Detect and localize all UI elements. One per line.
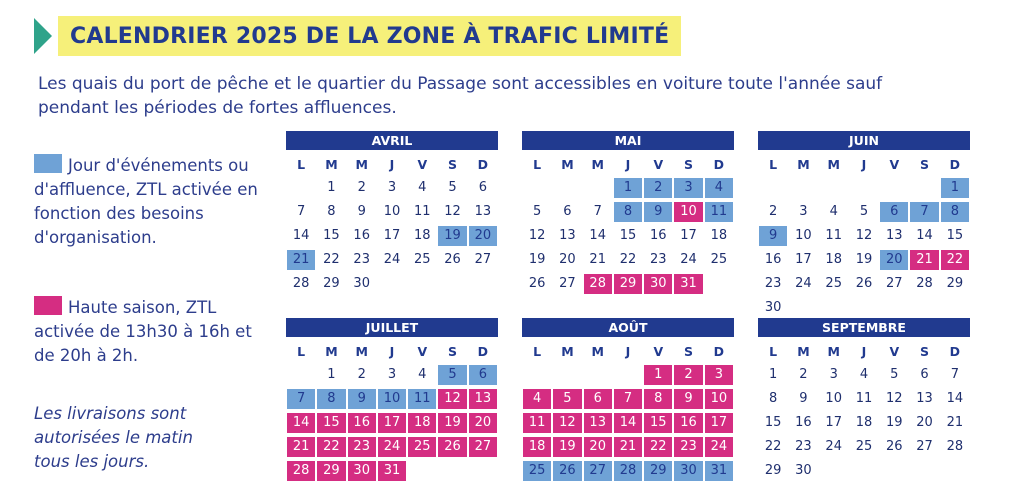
day-cell: 22 [317,437,345,457]
day-cell: 25 [408,437,436,457]
month-grid [522,154,734,296]
day-cell: 1 [941,178,969,198]
day-cell: 24 [383,252,401,267]
weekday-label: M [325,157,338,172]
weekday-label: M [797,157,810,172]
day-cell: 24 [680,252,697,267]
day-cell: 23 [674,437,702,457]
weekday-label: M [561,344,574,359]
empty-day [553,178,581,198]
day-cell: 27 [469,437,497,457]
day-cell: 23 [650,252,667,267]
day-cell: 29 [946,276,964,291]
day-cell: 13 [474,204,492,219]
day-cell: 21 [287,250,315,270]
day-cell: 21 [614,437,642,457]
day-cell: 16 [353,228,370,243]
day-cell: 26 [553,461,581,481]
day-cell: 28 [916,276,933,291]
empty-day [523,365,551,385]
day-cell: 10 [795,228,812,243]
day-cell: 7 [593,204,602,219]
day-cell: 29 [764,463,782,478]
day-cell: 13 [916,391,933,406]
day-cell: 21 [287,437,315,457]
weekday-label: V [889,344,900,359]
day-cell: 5 [890,367,899,382]
empty-day [880,178,908,198]
day-cell: 18 [523,437,551,457]
day-cell: 25 [523,461,551,481]
weekday-label: V [653,344,664,359]
empty-day [759,178,787,198]
weekday-label: M [561,157,574,172]
day-cell: 18 [710,228,728,243]
weekday-label: S [920,344,930,359]
day-cell: 27 [916,439,933,454]
day-cell: 20 [880,250,908,270]
day-cell: 2 [357,367,366,382]
day-cell: 4 [418,180,427,195]
weekday-label: L [769,344,778,359]
empty-day [614,365,642,385]
month-grid [286,154,498,296]
day-cell: 18 [408,413,436,433]
day-cell: 13 [469,389,497,409]
day-cell: 28 [946,439,964,454]
empty-day [287,178,315,198]
weekday-label: D [949,157,961,172]
legend-high-season-swatch [34,296,62,315]
legend-event-swatch [34,154,62,173]
day-cell: 19 [438,413,466,433]
month-title: MAI [522,131,734,150]
day-cell: 13 [886,228,903,243]
weekday-label: M [797,344,810,359]
day-cell: 24 [795,276,812,291]
weekday-label: L [769,157,778,172]
weekday-label: S [448,344,458,359]
day-cell: 11 [523,413,551,433]
day-cell: 22 [619,252,637,267]
day-cell: 14 [614,413,642,433]
page-title: CALENDRIER 2025 DE LA ZONE À TRAFIC LIMITÉ [58,16,681,56]
legend-delivery: Les livraisons sont autorisées le matin tous les jours. [34,404,193,471]
day-cell: 4 [705,178,733,198]
day-cell: 4 [859,367,869,382]
weekday-label: J [861,157,867,172]
day-cell: 23 [795,439,812,454]
day-cell: 3 [829,367,838,382]
empty-day [584,365,612,385]
day-cell: 10 [378,389,406,409]
weekday-label: D [949,344,961,359]
day-cell: 16 [795,415,812,430]
day-cell: 11 [825,228,842,243]
day-cell: 22 [941,250,969,270]
day-cell: 30 [348,461,376,481]
day-cell: 1 [644,365,672,385]
day-cell: 29 [614,274,642,294]
day-cell: 8 [769,391,778,406]
day-cell: 17 [680,228,697,243]
day-cell: 27 [584,461,612,481]
day-cell: 28 [287,461,315,481]
day-cell: 25 [855,439,873,454]
day-cell: 21 [910,250,938,270]
day-cell: 7 [297,204,306,219]
day-cell: 3 [387,180,397,195]
title-arrow-icon [34,18,52,54]
day-cell: 23 [764,276,782,291]
day-cell: 17 [378,413,406,433]
day-cell: 25 [414,252,431,267]
day-cell: 2 [674,365,702,385]
day-cell: 21 [589,252,606,267]
weekday-label: D [713,157,725,172]
day-cell: 14 [287,413,315,433]
empty-day [850,178,878,198]
day-cell: 11 [408,389,436,409]
day-cell: 27 [474,252,492,267]
day-cell: 14 [916,228,933,243]
day-cell: 24 [825,439,842,454]
weekday-label: V [889,157,900,172]
intro-text: Les quais du port de pêche et le quartier du Passage sont accessibles en voiture toute l'année sauf pendant les périodes de fortes affluences. [38,74,883,118]
calendar-month [286,318,498,483]
day-cell: 6 [584,389,612,409]
day-cell: 5 [553,389,581,409]
day-cell: 6 [469,365,497,385]
day-cell: 26 [438,437,466,457]
day-cell: 5 [438,365,466,385]
day-cell: 31 [674,274,702,294]
calendar-month [758,318,970,483]
day-cell: 22 [644,437,672,457]
day-cell: 7 [910,202,938,222]
day-cell: 20 [469,226,497,246]
day-cell: 21 [946,415,964,430]
day-cell: 29 [323,276,340,291]
day-cell: 30 [764,300,782,315]
day-cell: 1 [769,367,778,382]
day-cell: 8 [644,389,672,409]
day-cell: 27 [559,276,576,291]
month-grid [286,341,498,483]
weekday-label: J [389,344,395,359]
day-cell: 17 [795,252,812,267]
day-cell: 17 [705,413,733,433]
empty-day [820,178,848,198]
day-cell: 13 [559,228,576,243]
day-cell: 12 [444,204,461,219]
day-cell: 12 [438,389,466,409]
day-cell: 19 [886,415,903,430]
day-cell: 30 [795,463,812,478]
day-cell: 20 [584,437,612,457]
day-cell: 26 [444,252,461,267]
day-cell: 29 [317,461,345,481]
day-cell: 20 [469,413,497,433]
day-cell: 17 [383,228,401,243]
month-title: JUIN [758,131,970,150]
day-cell: 9 [759,226,787,246]
day-cell: 16 [650,228,667,243]
weekday-label: V [417,344,428,359]
day-cell: 14 [589,228,606,243]
legend-high-season [34,296,274,368]
weekday-label: J [389,157,395,172]
day-cell: 16 [764,252,782,267]
day-cell: 28 [614,461,642,481]
day-cell: 11 [414,204,431,219]
weekday-label: L [297,157,306,172]
day-cell: 5 [448,180,457,195]
day-cell: 2 [799,367,808,382]
day-cell: 23 [353,252,370,267]
day-cell: 9 [357,204,366,219]
day-cell: 8 [941,202,969,222]
month-title: AOÛT [522,318,734,337]
day-cell: 24 [378,437,406,457]
day-cell: 26 [886,439,903,454]
day-cell: 15 [619,228,637,243]
day-cell: 12 [528,228,546,243]
empty-day [584,178,612,198]
day-cell: 10 [674,202,702,222]
day-cell: 31 [705,461,733,481]
day-cell: 3 [705,365,733,385]
day-cell: 20 [559,252,576,267]
day-cell: 22 [323,252,340,267]
weekday-label: S [684,157,694,172]
day-cell: 19 [528,252,546,267]
weekday-label: M [355,157,368,172]
day-cell: 15 [644,413,672,433]
weekday-label: M [591,344,604,359]
month-title: SEPTEMBRE [758,318,970,337]
day-cell: 4 [829,204,838,219]
month-title: JUILLET [286,318,498,337]
day-cell: 2 [644,178,672,198]
month-grid [758,341,970,483]
day-cell: 9 [348,389,376,409]
day-cell: 18 [825,252,842,267]
day-cell: 30 [674,461,702,481]
weekday-label: J [861,344,867,359]
day-cell: 25 [710,252,728,267]
empty-day [553,365,581,385]
day-cell: 15 [323,228,340,243]
empty-day [910,178,938,198]
day-cell: 11 [855,391,873,406]
weekday-label: M [827,344,840,359]
day-cell: 29 [644,461,672,481]
day-cell: 4 [418,367,427,382]
day-cell: 14 [946,391,964,406]
day-cell: 2 [357,180,366,195]
day-cell: 16 [348,413,376,433]
day-cell: 8 [614,202,642,222]
day-cell: 19 [438,226,466,246]
calendar-month [286,131,498,296]
day-cell: 13 [584,413,612,433]
weekday-label: M [325,344,338,359]
day-cell: 15 [764,415,782,430]
day-cell: 9 [674,389,702,409]
day-cell: 31 [378,461,406,481]
weekday-label: V [653,157,664,172]
day-cell: 5 [859,204,869,219]
day-cell: 1 [614,178,642,198]
day-cell: 12 [855,228,873,243]
day-cell: 24 [705,437,733,457]
day-cell: 10 [383,204,401,219]
day-cell: 26 [855,276,873,291]
day-cell: 18 [855,415,873,430]
day-cell: 7 [950,367,959,382]
day-cell: 12 [553,413,581,433]
day-cell: 28 [584,274,612,294]
day-cell: 6 [880,202,908,222]
day-cell: 8 [327,204,336,219]
day-cell: 11 [705,202,733,222]
day-cell: 15 [317,413,345,433]
day-cell: 3 [674,178,702,198]
empty-day [287,365,315,385]
month-grid [522,341,734,483]
day-cell: 30 [644,274,672,294]
day-cell: 20 [916,415,933,430]
day-cell: 16 [674,413,702,433]
day-cell: 27 [886,276,903,291]
day-cell: 18 [414,228,431,243]
weekday-label: M [591,157,604,172]
day-cell: 17 [825,415,842,430]
weekday-label: S [448,157,458,172]
weekday-label: D [713,344,725,359]
day-cell: 1 [327,367,336,382]
weekday-label: V [417,157,428,172]
weekday-label: L [297,344,306,359]
day-cell: 19 [855,252,873,267]
day-cell: 9 [799,391,808,406]
calendar-month [758,131,970,320]
day-cell: 3 [799,204,808,219]
weekday-label: J [625,157,631,172]
legend-high-season-label: Haute saison, ZTL activée de 13h30 à 16h et de 20h à 2h. [34,298,252,365]
day-cell: 6 [920,367,929,382]
day-cell: 26 [528,276,546,291]
weekday-label: S [684,344,694,359]
empty-day [789,178,817,198]
weekday-label: M [355,344,368,359]
empty-day [523,178,551,198]
weekday-label: L [533,344,542,359]
day-cell: 22 [764,439,782,454]
day-cell: 7 [614,389,642,409]
day-cell: 12 [886,391,903,406]
month-grid [758,154,970,320]
day-cell: 2 [769,204,778,219]
day-cell: 10 [825,391,842,406]
day-cell: 6 [478,180,487,195]
day-cell: 3 [387,367,397,382]
day-cell: 28 [292,276,310,291]
day-cell: 6 [563,204,572,219]
weekday-label: D [477,157,489,172]
legend-event [34,154,274,250]
weekday-label: J [625,344,631,359]
day-cell: 7 [287,389,315,409]
weekday-label: L [533,157,542,172]
day-cell: 25 [825,276,842,291]
calendar-month [522,318,734,483]
day-cell: 5 [533,204,542,219]
day-cell: 9 [644,202,672,222]
day-cell: 1 [327,180,336,195]
day-cell: 15 [946,228,964,243]
day-cell: 19 [553,437,581,457]
calendar-month [522,131,734,296]
day-cell: 30 [353,276,370,291]
day-cell: 23 [348,437,376,457]
weekday-label: M [827,157,840,172]
day-cell: 8 [317,389,345,409]
day-cell: 14 [292,228,310,243]
weekday-label: D [477,344,489,359]
legend-event-label: Jour d'événements ou d'affluence, ZTL activée en fonction des besoins d'organisation. [34,156,258,247]
day-cell: 4 [523,389,551,409]
day-cell: 10 [705,389,733,409]
weekday-label: S [920,157,930,172]
month-title: AVRIL [286,131,498,150]
